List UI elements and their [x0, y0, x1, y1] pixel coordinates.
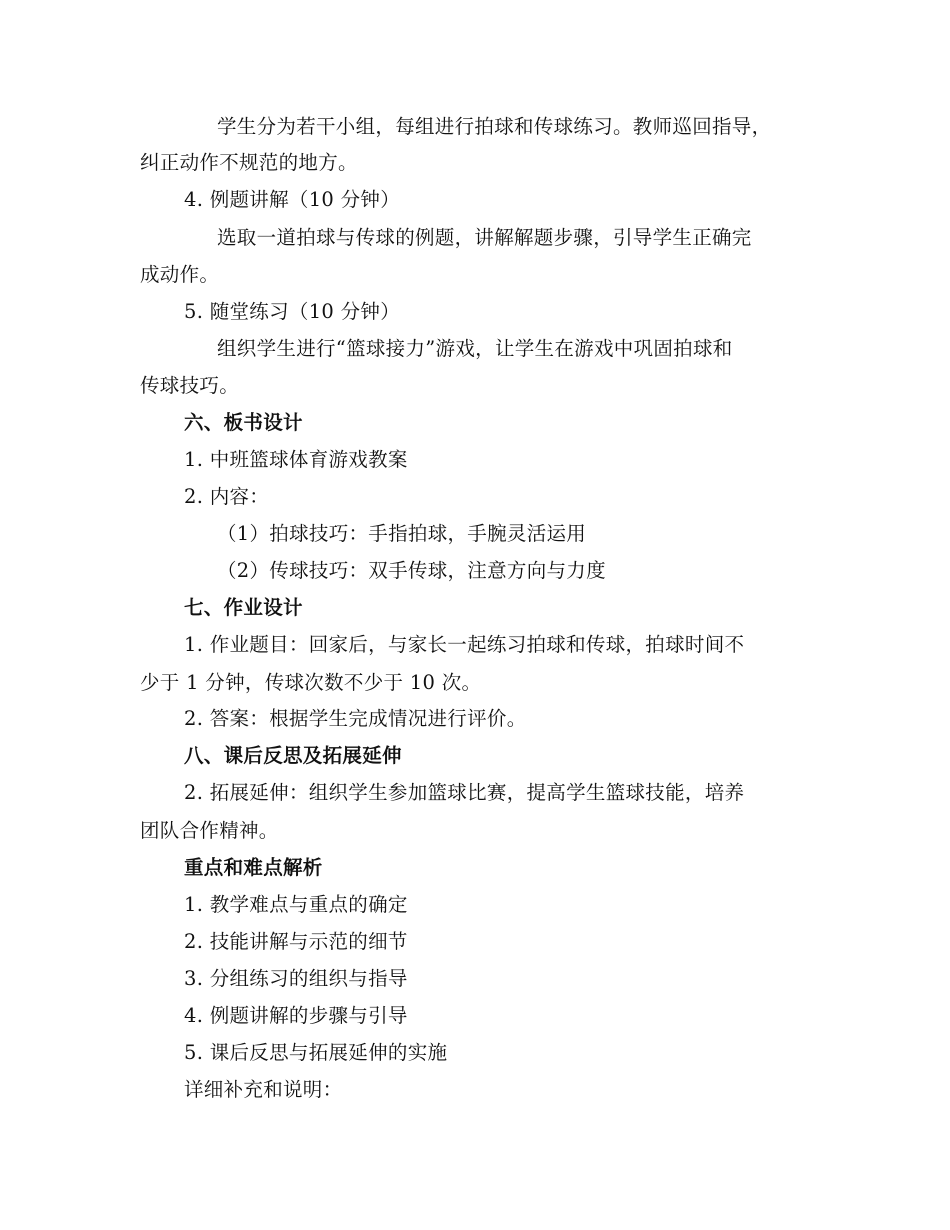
- list-item: 1. 教学难点与重点的确定: [184, 893, 408, 916]
- list-item: 2. 内容：: [184, 485, 270, 508]
- section-heading: 七、作业设计: [184, 596, 303, 619]
- paragraph-line: 传球技巧。: [140, 374, 240, 397]
- paragraph-line: 纠正动作不规范的地方。: [140, 151, 358, 174]
- list-item: 2. 技能讲解与示范的细节: [184, 930, 408, 953]
- paragraph-line: 学生分为若干小组，每组进行拍球和传球练习。教师巡回指导，: [217, 115, 772, 138]
- paragraph-line: 成动作。: [140, 263, 220, 286]
- list-item: 3. 分组练习的组织与指导: [184, 967, 408, 990]
- paragraph-line: 选取一道拍球与传球的例题，讲解解题步骤，引导学生正确完: [217, 226, 752, 249]
- section-heading: 八、课后反思及拓展延伸: [184, 744, 402, 767]
- list-item: 1. 中班篮球体育游戏教案: [184, 448, 408, 471]
- paragraph-line: 少于 1 分钟，传球次数不少于 10 次。: [140, 671, 482, 694]
- list-item: 5. 随堂练习（10 分钟）: [184, 300, 401, 323]
- sub-list-item: （1）拍球技巧：手指拍球，手腕灵活运用: [217, 522, 587, 545]
- paragraph-line: 详细补充和说明：: [184, 1078, 343, 1101]
- list-item: 4. 例题讲解（10 分钟）: [184, 188, 401, 211]
- list-item: 1. 作业题目：回家后，与家长一起练习拍球和传球，拍球时间不: [184, 633, 745, 656]
- sub-list-item: （2）传球技巧：双手传球，注意方向与力度: [217, 559, 606, 582]
- section-heading: 六、板书设计: [184, 411, 303, 434]
- list-item: 5. 课后反思与拓展延伸的实施: [184, 1041, 448, 1064]
- list-item: 2. 答案：根据学生完成情况进行评价。: [184, 707, 527, 730]
- list-item: 2. 拓展延伸：组织学生参加篮球比赛，提高学生篮球技能，培养: [184, 781, 745, 804]
- list-item: 4. 例题讲解的步骤与引导: [184, 1004, 408, 1027]
- paragraph-line: 组织学生进行“篮球接力”游戏，让学生在游戏中巩固拍球和: [217, 337, 733, 360]
- paragraph-line: 团队合作精神。: [140, 819, 279, 842]
- section-heading: 重点和难点解析: [184, 856, 323, 879]
